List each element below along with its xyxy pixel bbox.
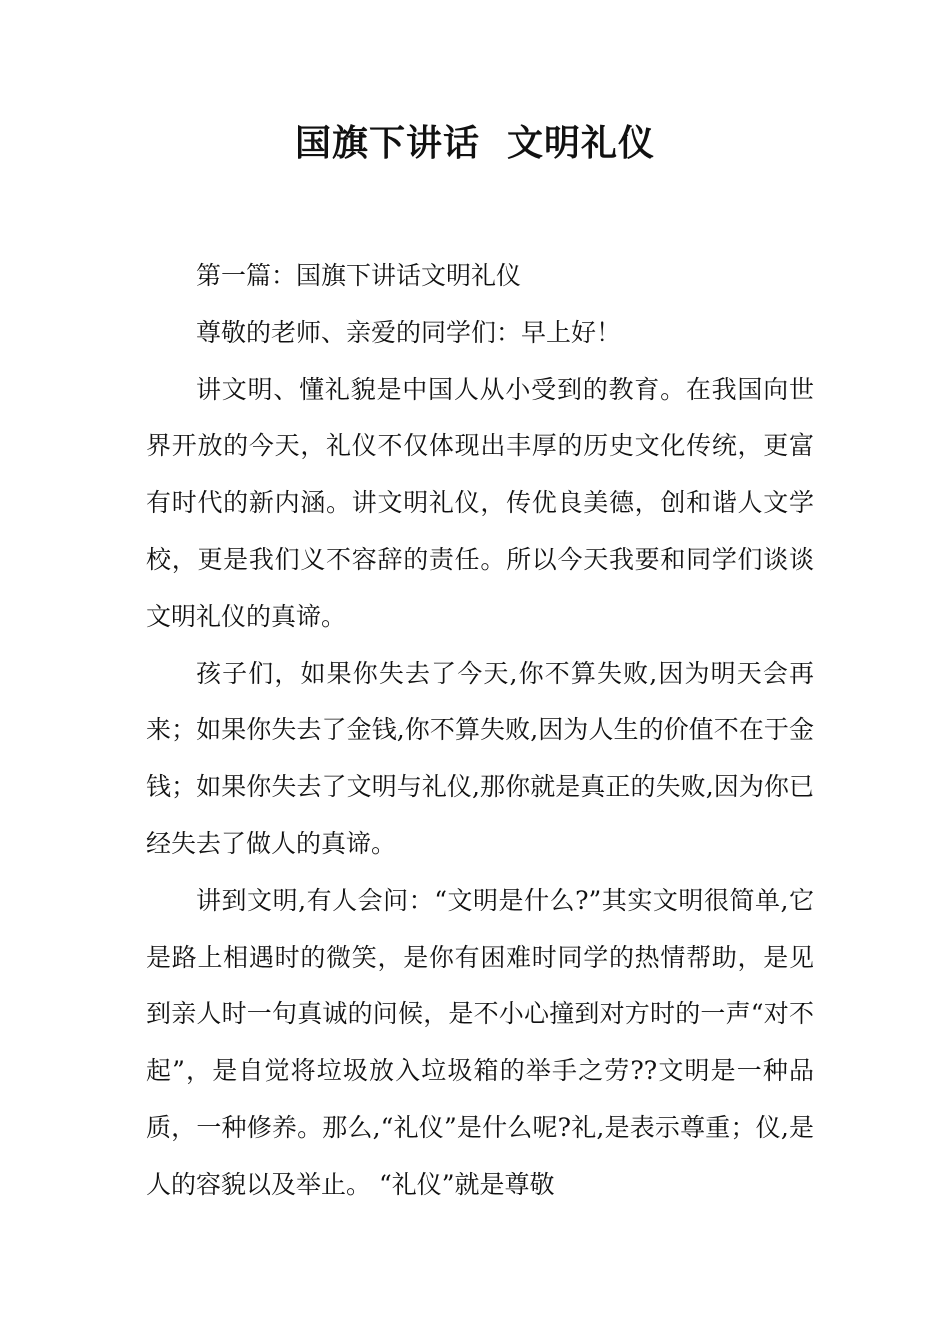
paragraph-heading: 第一篇：国旗下讲话文明礼仪 (196, 261, 522, 290)
paragraph-intro: 讲文明、懂礼貌是中国人从小受到的教育。在我国向世界开放的今天，礼仪不仅体现出丰厚的历史文化传统，更富有时代的新内涵。讲文明礼仪，传优良美德，创和谐人文学校，更是我们义不容辞的责任。所以今天我要和同学们谈谈文明礼仪的真谛。 (146, 374, 814, 631)
paragraph-civility: 讲到文明,有人会问：“文明是什么?”其实文明很简单,它是路上相遇时的微笑，是你有困难时同学的热情帮助，是见到亲人时一句真诚的问候，是不小心撞到对方时的一声“对不起”，是自觉将垃圾放入垃圾箱的举手之劳??文明是一种品质，一种修养。那么,“礼仪”是什么呢?礼,是表示尊重；仪,是人的容貌以及举止。 “礼仪”就是尊敬 (146, 885, 814, 1199)
document-title: 国旗下讲话 文明礼仪 (294, 123, 656, 164)
document-body (146, 248, 814, 1214)
paragraph-children: 孩子们，如果你失去了今天,你不算失败,因为明天会再来；如果你失去了金钱,你不算失败,因为人生的价值不在于金钱；如果你失去了文明与礼仪,那你就是真正的失败,因为你已经失去了做人的真谛。 (146, 658, 814, 858)
paragraph-greeting: 尊敬的老师、亲爱的同学们：早上好！ (196, 317, 622, 347)
